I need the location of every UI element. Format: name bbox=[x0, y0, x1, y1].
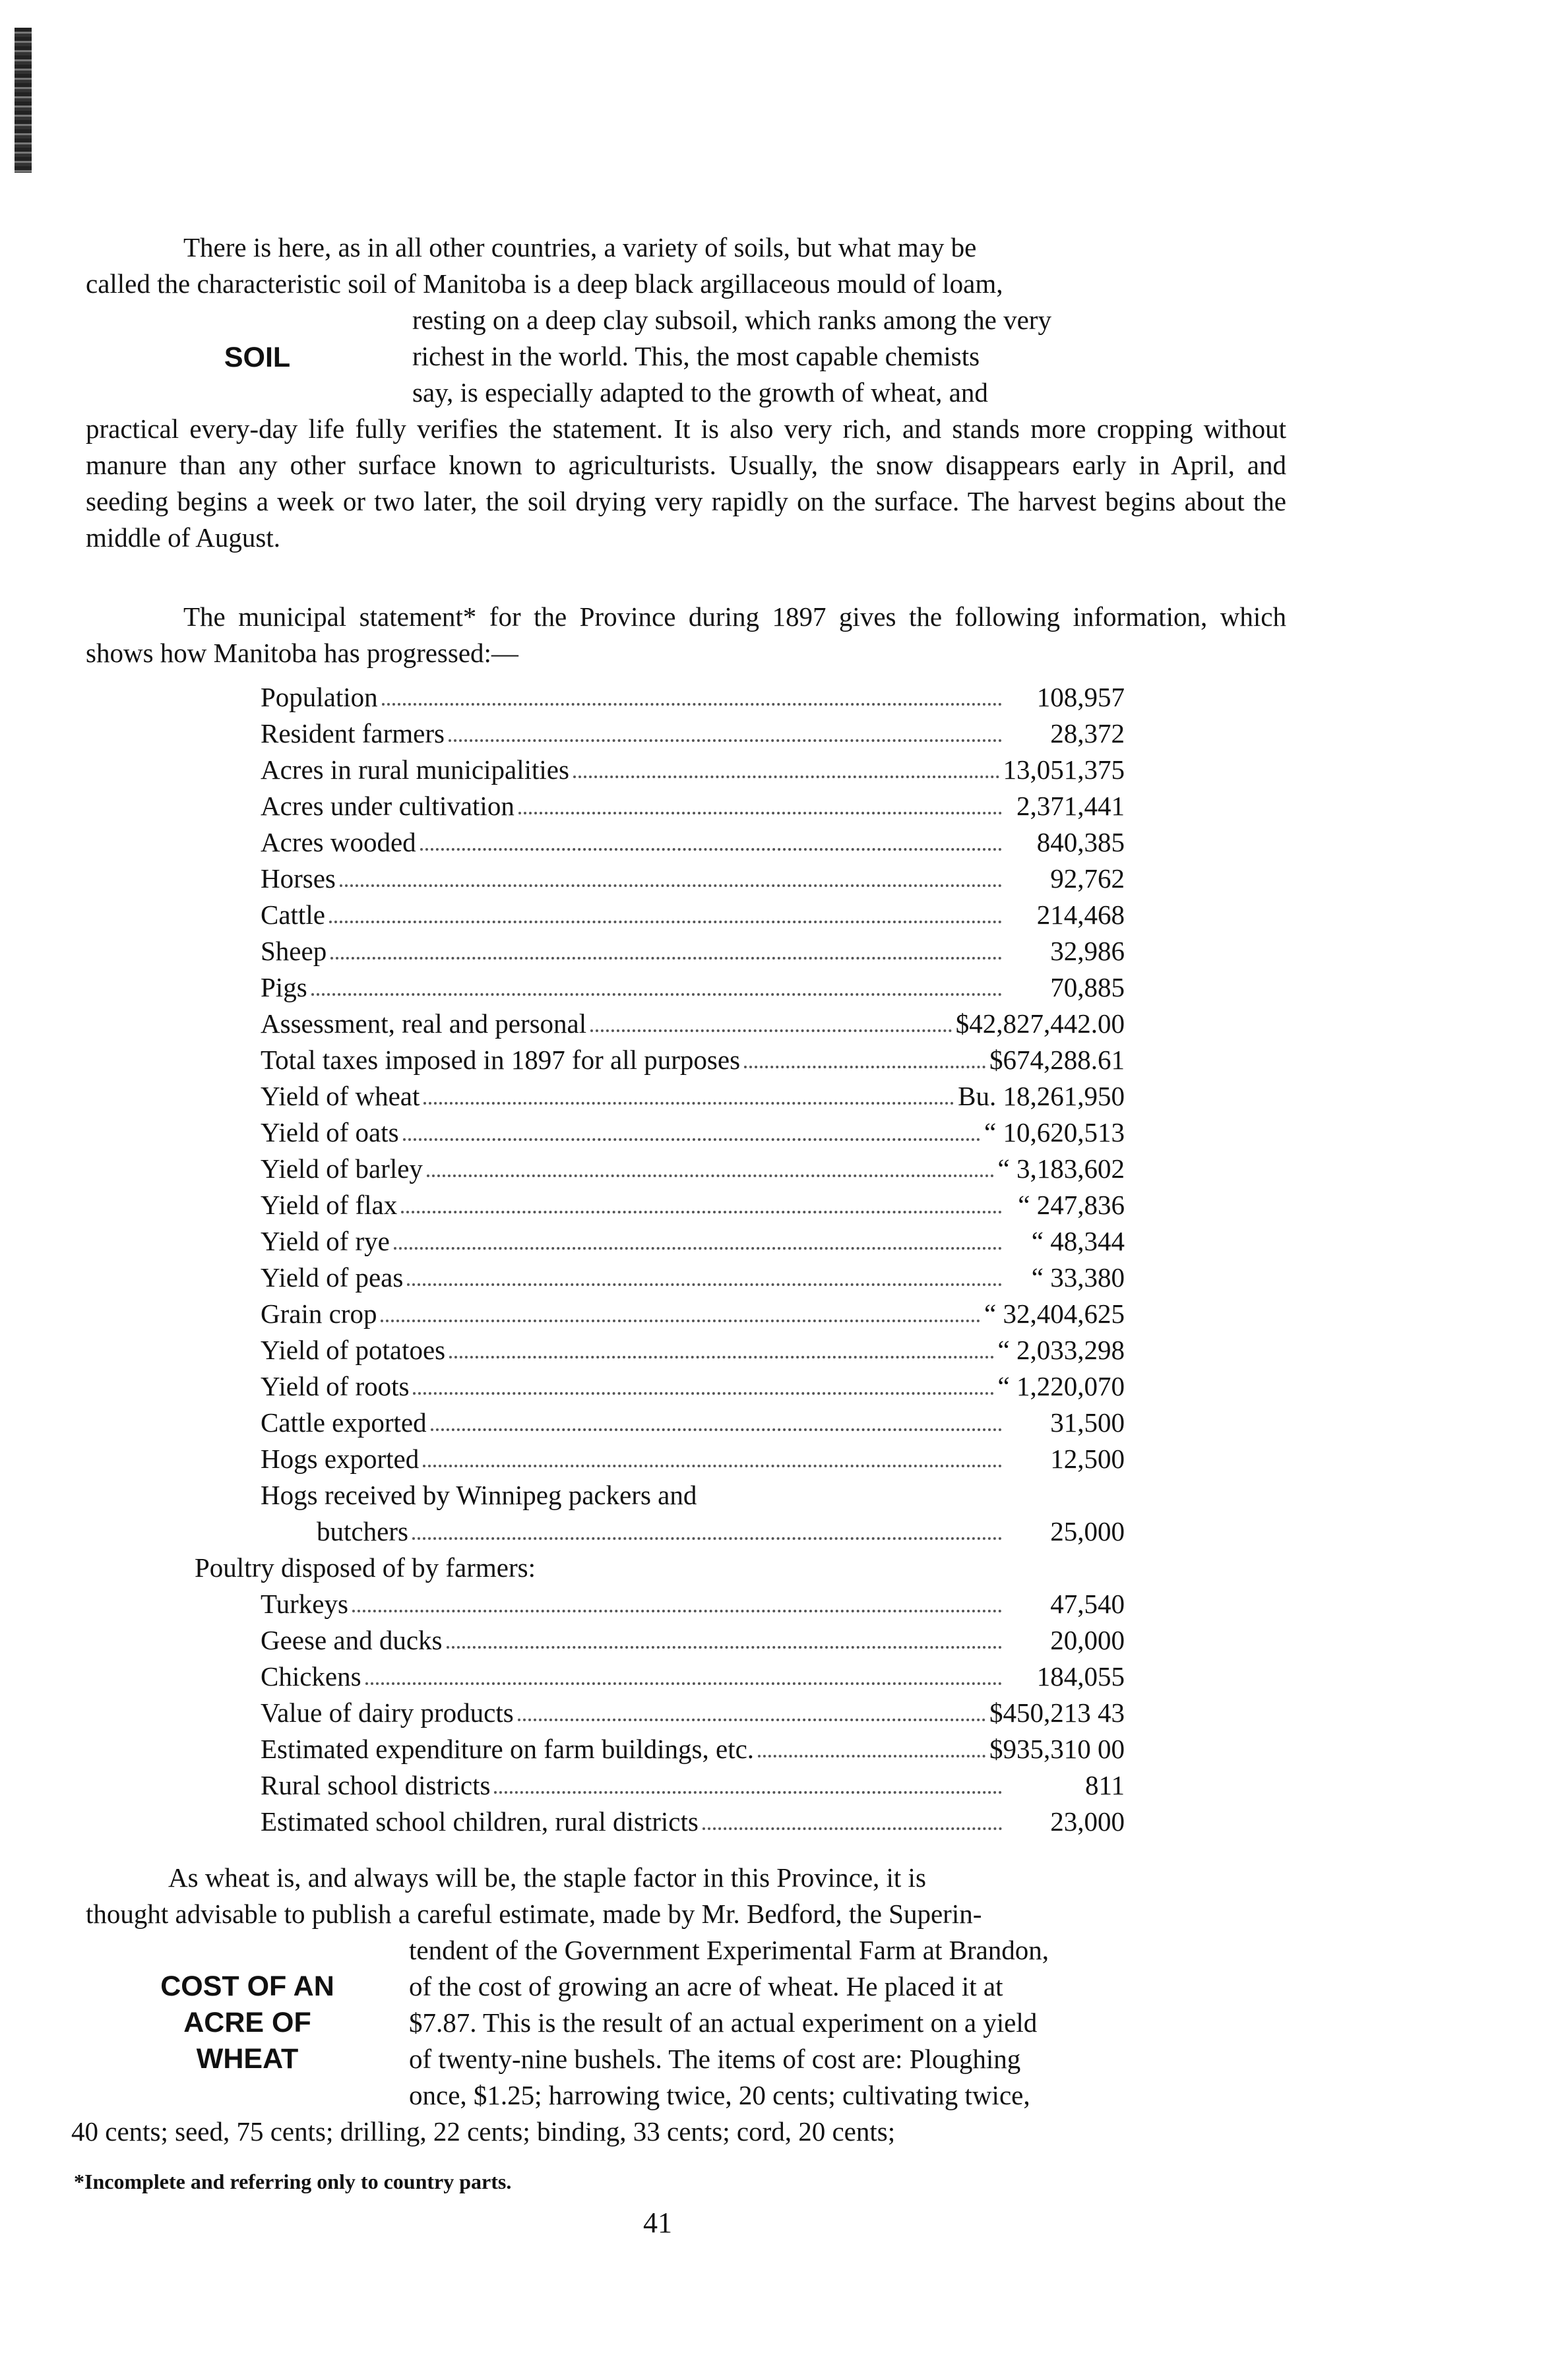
dot-leader bbox=[412, 1537, 1002, 1540]
dot-leader bbox=[365, 1682, 1002, 1685]
soil-heading: SOIL bbox=[224, 342, 291, 373]
dot-leader bbox=[423, 1102, 954, 1105]
wheat-wrapped-lines bbox=[409, 1932, 1286, 2114]
stat-label: Turkeys bbox=[261, 1589, 348, 1619]
scan-edge-mark bbox=[15, 28, 32, 173]
dot-leader bbox=[758, 1755, 985, 1757]
stat-value: 12,500 bbox=[1050, 1444, 1125, 1474]
stat-value: 2,371,441 bbox=[1016, 791, 1125, 821]
stat-value: 32,986 bbox=[1050, 936, 1125, 966]
heading-line: COST OF AN bbox=[160, 1970, 334, 2002]
soil-full-text: practical every-day life fully verifies the statement. It is also very rich, and stands more cropping without manure than any other surface known to agriculturists. Usually, the snow disappears early in April, and seeding begins a week or two later, the soil drying very rapidly on the surface. The harvest begins about the middle of August. bbox=[86, 413, 1286, 553]
dot-leader bbox=[431, 1428, 1002, 1431]
soil-paragraph-top bbox=[86, 229, 1286, 302]
heading-line: ACRE OF bbox=[183, 2007, 311, 2038]
wheat-wrapped-line: $7.87. This is the result of an actual experiment on a yield bbox=[409, 2007, 1038, 2038]
stat-label: Sheep bbox=[261, 936, 327, 966]
heading-line: WHEAT bbox=[196, 2043, 299, 2075]
stat-value: 840,385 bbox=[1036, 827, 1125, 857]
stat-row bbox=[195, 1296, 1125, 1332]
stat-row bbox=[195, 752, 1125, 788]
stat-label: Yield of rye bbox=[261, 1226, 390, 1256]
dot-leader bbox=[330, 957, 1002, 960]
stat-label: Assessment, real and personal bbox=[261, 1008, 587, 1039]
dot-leader bbox=[413, 1392, 993, 1395]
stat-label: Yield of wheat bbox=[261, 1081, 420, 1111]
dot-leader bbox=[703, 1827, 1002, 1830]
dot-leader bbox=[518, 812, 1002, 814]
stat-value: “ 32,404,625 bbox=[984, 1298, 1125, 1329]
stat-value: “ 33,380 bbox=[1031, 1262, 1125, 1293]
wheat-wrapped-line: of the cost of growing an acre of wheat. He placed it at bbox=[409, 1971, 1003, 2001]
stat-value: 811 bbox=[1085, 1770, 1125, 1800]
stat-row bbox=[195, 716, 1125, 752]
dot-leader bbox=[449, 739, 1002, 742]
stat-value: 108,957 bbox=[1036, 682, 1125, 712]
stat-value: 92,762 bbox=[1050, 863, 1125, 894]
stat-label: Pigs bbox=[261, 972, 307, 1002]
stat-value: $450,213 43 bbox=[989, 1697, 1125, 1728]
soil-wrapped-line: say, is especially adapted to the growth of wheat, and bbox=[412, 377, 988, 408]
stat-label: Yield of potatoes bbox=[261, 1335, 446, 1365]
soil-paragraph-rest bbox=[86, 411, 1286, 556]
dot-leader bbox=[427, 1175, 994, 1177]
stat-label: Acres under cultivation bbox=[261, 791, 515, 821]
dot-leader bbox=[340, 884, 1002, 887]
stat-row bbox=[195, 1187, 1125, 1223]
stat-row bbox=[195, 933, 1125, 969]
stat-value: “ 1,220,070 bbox=[997, 1371, 1125, 1401]
wheat-wrapped-line: once, $1.25; harrowing twice, 20 cents; cultivating twice, bbox=[409, 2080, 1030, 2110]
stat-row bbox=[195, 1441, 1125, 1477]
stat-value: 70,885 bbox=[1050, 972, 1125, 1002]
wheat-intro-paragraph bbox=[86, 1860, 1286, 1932]
dot-leader bbox=[381, 1320, 980, 1322]
poultry-heading-row bbox=[195, 1550, 1125, 1586]
stat-row bbox=[195, 1260, 1125, 1296]
soil-line-2: called the characteristic soil of Manitoba is a deep black argillaceous mould of loam, bbox=[86, 268, 1003, 299]
wheat-wrapped-line: tendent of the Government Experimental Farm at Brandon, bbox=[409, 1935, 1049, 1965]
stat-label: butchers bbox=[317, 1516, 408, 1546]
stat-label: Acres in rural municipalities bbox=[261, 754, 569, 785]
dot-leader bbox=[590, 1029, 952, 1032]
soil-line-1: There is here, as in all other countries, a variety of soils, but what may be bbox=[183, 232, 977, 262]
stat-row bbox=[195, 1659, 1125, 1695]
stat-row bbox=[195, 861, 1125, 897]
stat-label: Resident farmers bbox=[261, 718, 445, 748]
stat-label: Population bbox=[261, 682, 378, 712]
statement-intro-paragraph bbox=[86, 599, 1286, 671]
soil-wrapped-line: resting on a deep clay subsoil, which ranks among the very bbox=[412, 305, 1051, 335]
stat-value: “ 3,183,602 bbox=[997, 1153, 1125, 1184]
stat-row-hogs-received bbox=[195, 1477, 1125, 1513]
stat-label: Cattle exported bbox=[261, 1407, 427, 1438]
stat-row bbox=[195, 1622, 1125, 1659]
stat-label: Total taxes imposed in 1897 for all purposes bbox=[261, 1045, 741, 1075]
stat-row-hogs-received-cont bbox=[195, 1513, 1125, 1550]
stat-value: Bu. 18,261,950 bbox=[958, 1081, 1125, 1111]
stat-row bbox=[195, 1368, 1125, 1405]
stat-row bbox=[195, 1006, 1125, 1042]
stat-value: 28,372 bbox=[1050, 718, 1125, 748]
stat-label: Rural school districts bbox=[261, 1770, 491, 1800]
dot-leader bbox=[449, 1356, 993, 1358]
wheat-intro-line-1: As wheat is, and always will be, the staple factor in this Province, it is bbox=[168, 1862, 926, 1893]
stat-value: “ 10,620,513 bbox=[984, 1117, 1125, 1147]
stat-row bbox=[195, 1332, 1125, 1368]
stat-value: 25,000 bbox=[1050, 1516, 1125, 1546]
poultry-rows bbox=[195, 1586, 1125, 1840]
dot-leader bbox=[352, 1610, 1002, 1612]
stats-rows bbox=[195, 679, 1125, 1477]
stat-row bbox=[195, 1731, 1125, 1767]
soil-wrapped-lines bbox=[412, 302, 1286, 411]
stat-label: Hogs exported bbox=[261, 1444, 420, 1474]
wheat-intro-line-2: thought advisable to publish a careful estimate, made by Mr. Bedford, the Superin- bbox=[86, 1899, 982, 1929]
stat-label: Estimated school children, rural districts bbox=[261, 1806, 699, 1837]
wheat-last-line bbox=[71, 2114, 1286, 2150]
stat-label: Horses bbox=[261, 863, 336, 894]
stat-row bbox=[195, 1586, 1125, 1622]
stat-value: $674,288.61 bbox=[989, 1045, 1125, 1075]
footnote: *Incomplete and referring only to country parts. bbox=[74, 2170, 512, 2193]
stat-label: Geese and ducks bbox=[261, 1625, 443, 1655]
stat-value: 23,000 bbox=[1050, 1806, 1125, 1837]
stat-row bbox=[195, 824, 1125, 861]
stat-label: Yield of roots bbox=[261, 1371, 410, 1401]
dot-leader bbox=[744, 1066, 985, 1068]
stat-row bbox=[195, 679, 1125, 716]
wheat-last-line-text: 40 cents; seed, 75 cents; drilling, 22 cents; binding, 33 cents; cord, 20 cents; bbox=[71, 2116, 896, 2147]
dot-leader bbox=[311, 993, 1002, 996]
dot-leader bbox=[329, 921, 1002, 923]
cost-of-acre-heading bbox=[129, 1968, 366, 2077]
dot-leader bbox=[394, 1247, 1002, 1250]
stat-value: $42,827,442.00 bbox=[955, 1008, 1125, 1039]
dot-leader bbox=[494, 1791, 1002, 1794]
wheat-wrapped-line: of twenty-nine bushels. The items of cost are: Ploughing bbox=[409, 2044, 1021, 2074]
stat-row bbox=[195, 1223, 1125, 1260]
dot-leader bbox=[573, 776, 999, 778]
stat-row bbox=[195, 1804, 1125, 1840]
stat-row bbox=[195, 897, 1125, 933]
stat-row bbox=[195, 788, 1125, 824]
stat-row bbox=[195, 1767, 1125, 1804]
soil-wrapped-line: richest in the world. This, the most capable chemists bbox=[412, 341, 980, 371]
stat-value: 31,500 bbox=[1050, 1407, 1125, 1438]
stat-label: Estimated expenditure on farm buildings, etc. bbox=[261, 1734, 755, 1764]
stat-value: 13,051,375 bbox=[1003, 754, 1125, 785]
statement-intro: The municipal statement* for the Province during 1897 gives the following information, which shows how Manitoba has progressed:— bbox=[86, 601, 1286, 668]
stat-label: Hogs received by Winnipeg packers and bbox=[261, 1480, 697, 1510]
stat-label: Yield of barley bbox=[261, 1153, 423, 1184]
stat-label: Value of dairy products bbox=[261, 1697, 514, 1728]
stat-row bbox=[195, 1114, 1125, 1151]
stat-value: 47,540 bbox=[1050, 1589, 1125, 1619]
stat-label: Cattle bbox=[261, 900, 325, 930]
stat-label: Acres wooded bbox=[261, 827, 416, 857]
stat-label: Yield of flax bbox=[261, 1190, 398, 1220]
dot-leader bbox=[407, 1283, 1002, 1286]
stat-value: 214,468 bbox=[1036, 900, 1125, 930]
stat-value: “ 2,033,298 bbox=[997, 1335, 1125, 1365]
stat-value: 184,055 bbox=[1036, 1661, 1125, 1692]
stat-label: Yield of peas bbox=[261, 1262, 404, 1293]
stat-row bbox=[195, 1405, 1125, 1441]
stat-value: “ 247,836 bbox=[1018, 1190, 1125, 1220]
dot-leader bbox=[518, 1719, 985, 1721]
stat-label: Yield of oats bbox=[261, 1117, 399, 1147]
stat-row bbox=[195, 1078, 1125, 1114]
stat-row bbox=[195, 1151, 1125, 1187]
dot-leader bbox=[401, 1211, 1002, 1213]
stat-row bbox=[195, 1695, 1125, 1731]
stat-row bbox=[195, 1042, 1125, 1078]
poultry-heading: Poultry disposed of by farmers: bbox=[195, 1552, 536, 1583]
dot-leader bbox=[403, 1138, 981, 1141]
stat-label: Chickens bbox=[261, 1661, 361, 1692]
stat-row bbox=[195, 969, 1125, 1006]
stat-value: 20,000 bbox=[1050, 1625, 1125, 1655]
page-number: 41 bbox=[643, 2207, 672, 2239]
statistics-list bbox=[195, 679, 1125, 1840]
dot-leader bbox=[447, 1646, 1002, 1649]
stat-label: Grain crop bbox=[261, 1298, 377, 1329]
dot-leader bbox=[423, 1465, 1002, 1467]
dot-leader bbox=[382, 703, 1002, 706]
stat-value: “ 48,344 bbox=[1031, 1226, 1125, 1256]
dot-leader bbox=[420, 848, 1002, 851]
stat-value: $935,310 00 bbox=[989, 1734, 1125, 1764]
